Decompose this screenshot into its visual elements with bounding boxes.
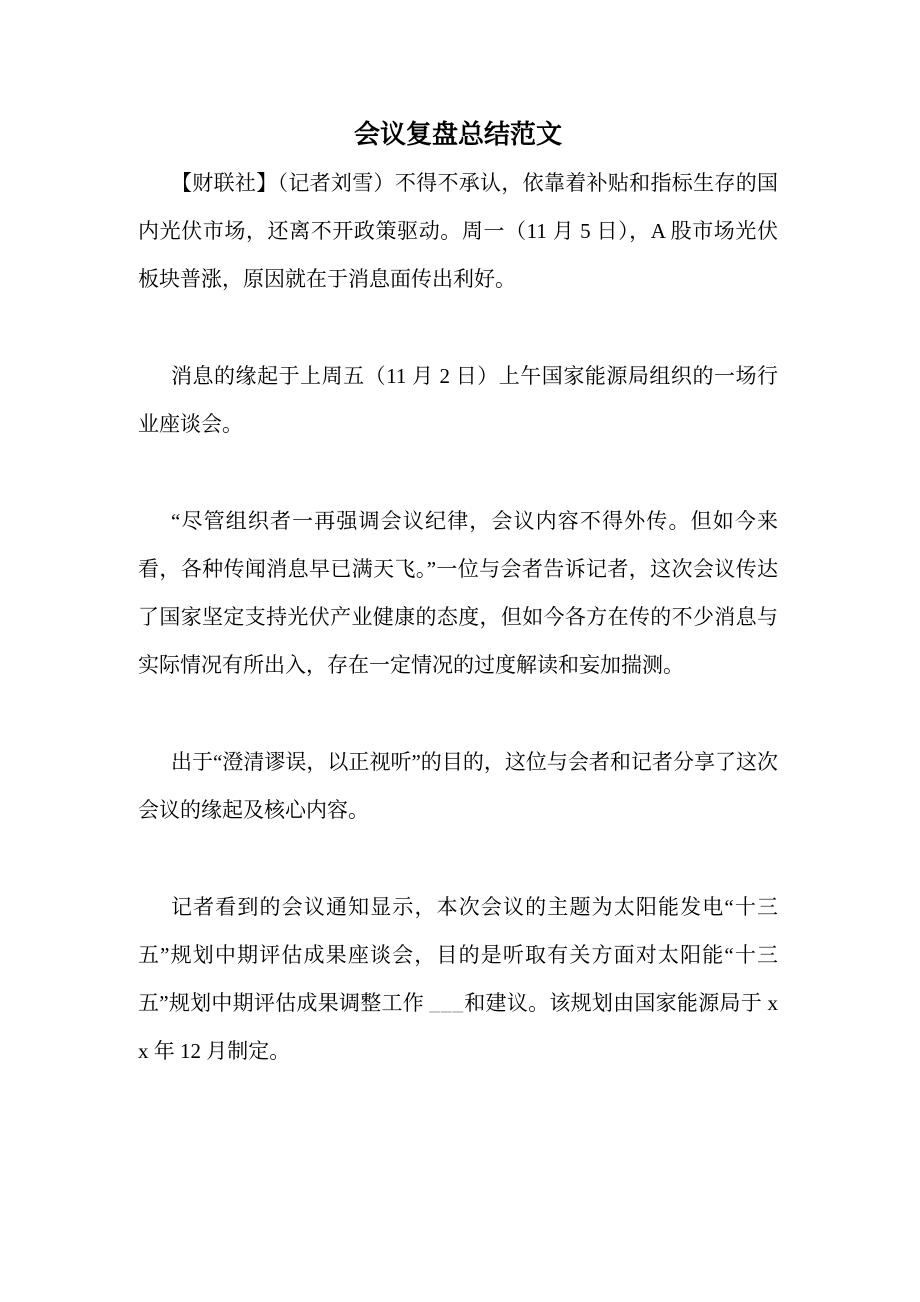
fill-in-blank: ___ bbox=[429, 991, 465, 1015]
paragraph-5-text-before-blank: 记者看到的会议通知显示，本次会议的主题为太阳能发电“十三五”规划中期评估成果座谈会，目的是听取有关方面对太阳能“十三五”规划中期评估成果调整工作 bbox=[138, 895, 778, 1015]
paragraph-5-text-after-blank: 和建议。该规划由国家能源局于 xx 年 12 月制定。 bbox=[138, 991, 778, 1063]
paragraph-1: 【财联社】（记者刘雪）不得不承认，依靠着补贴和指标生存的国内光伏市场，还离不开政策驱动。周一（11 月 5 日），A 股市场光伏板块普涨，原因就在于消息面传出利好。 bbox=[138, 171, 778, 291]
document-title: 会议复盘总结范文 bbox=[353, 120, 562, 149]
paragraph-3: “尽管组织者一再强调会议纪律，会议内容不得外传。但如今来看，各种传闻消息早已满天飞。”一位与会者告诉记者，这次会议传达了国家坚定支持光伏产业健康的态度，但如今各方在传的不少消息与实际情况有所出入，存在一定情况的过度解读和妄加揣测。 bbox=[138, 509, 778, 677]
paragraph-5-with-blank bbox=[138, 883, 778, 1075]
paragraph-2: 消息的缘起于上周五（11 月 2 日）上午国家能源局组织的一场行业座谈会。 bbox=[138, 364, 778, 436]
paragraph-4: 出于“澄清谬误，以正视听”的目的，这位与会者和记者分享了这次会议的缘起及核心内容。 bbox=[138, 750, 778, 822]
